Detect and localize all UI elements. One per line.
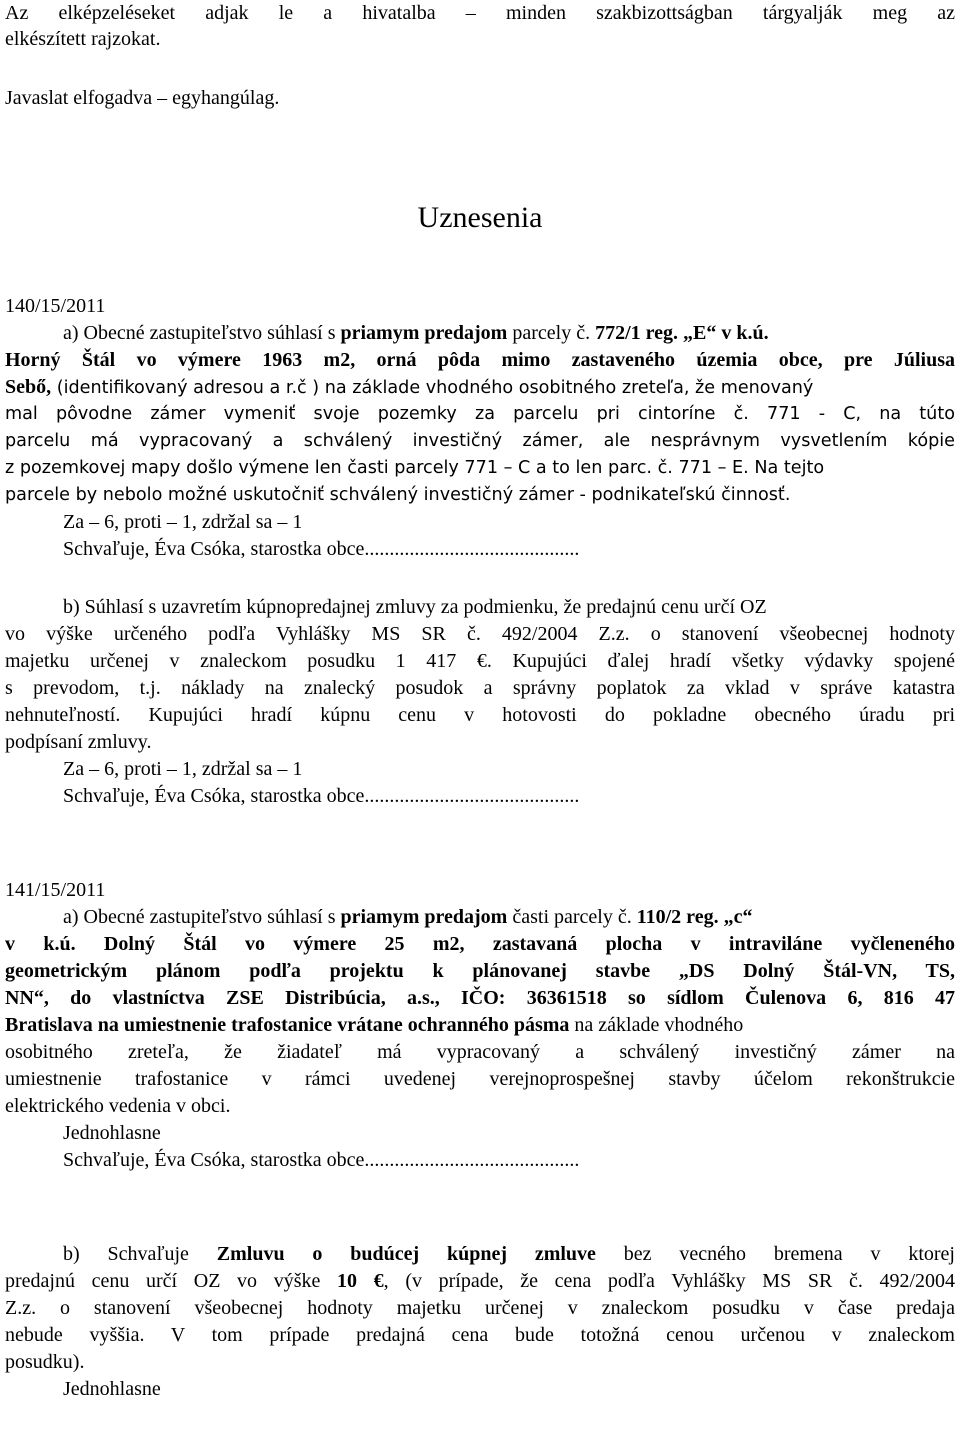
resolution-140-a-line-5: parcelu má vypracovaný a schválený investičný zámer, ale nesprávnym vysvetlením kópie xyxy=(5,431,955,451)
bold-run: priamym predajom xyxy=(340,906,508,928)
bold-run: 772/1 reg. „E“ v k.ú. xyxy=(595,322,769,344)
resolution-141-a-line-4: NN“, do vlastníctva ZSE Distribúcia, a.s., IČO: 36361518 so sídlom Čulenova 6, 816 47 xyxy=(5,987,955,1009)
text-run: b) Schvaľuje xyxy=(63,1243,217,1265)
text-run: a) Obecné zastupiteľstvo súhlasí s xyxy=(63,906,341,928)
bold-run: priamym predajom xyxy=(340,322,508,344)
text-run: , (v prípade, že cena podľa Vyhlášky MS SR č. 492/2004 xyxy=(383,1270,956,1292)
resolution-141-number: 141/15/2011 xyxy=(5,879,106,901)
bold-run: Sebő, xyxy=(5,376,52,398)
resolution-140-b-line-2: vo výške určeného podľa Vyhlášky MS SR č. 492/2004 Z.z. o stanovení všeobecnej hodnoty xyxy=(5,623,955,645)
resolution-140-b-line-5: nehnuteľností. Kupujúci hradí kúpnu cenu v hotovosti do pokladne obecného úradu pri xyxy=(5,704,955,726)
intro-line-3: Javaslat elfogadva – egyhangúlag. xyxy=(5,87,280,109)
resolution-141-b-line-2 xyxy=(5,1268,955,1294)
text-run: parcely č. xyxy=(507,322,596,344)
intro-line-2: elkészített rajzokat. xyxy=(5,28,161,50)
resolution-141-a-line-3: geometrickým plánom podľa projektu k plánovanej stavbe „DS Dolný Štál-VN, TS, xyxy=(5,960,955,982)
resolution-140-a-line-3 xyxy=(5,374,813,401)
resolution-140-a-vote: Za – 6, proti – 1, zdržal sa – 1 xyxy=(63,511,303,533)
resolution-140-a-line-1 xyxy=(63,320,769,346)
resolution-140-b-line-3: majetku určenej v znaleckom posudku 1 417 €. Kupujúci ďalej hradí všetky výdavky spojené xyxy=(5,650,955,672)
resolution-140-b-vote: Za – 6, proti – 1, zdržal sa – 1 xyxy=(63,758,303,780)
resolution-140-b-line-4: s prevodom, t.j. náklady na znalecký posudok a správny poplatok za vklad v správe katastra xyxy=(5,677,955,699)
resolution-141-b-vote: Jednohlasne xyxy=(63,1378,161,1400)
resolution-140-b-line-1: b) Súhlasí s uzavretím kúpnopredajnej zmluvy za podmienku, že predajnú cenu určí OZ xyxy=(63,596,767,618)
resolution-141-b-line-1 xyxy=(63,1241,955,1267)
bold-run: 110/2 reg. „c“ xyxy=(636,906,753,928)
resolution-141-a-line-2: v k.ú. Dolný Štál vo výmere 25 m2, zastavaná plocha v intraviláne vyčleneného xyxy=(5,933,955,955)
resolution-141-b-line-5: posudku). xyxy=(5,1351,85,1373)
intro-line-1: Az elképzeléseket adjak le a hivatalba – minden szakbizottságban tárgyalják meg az xyxy=(5,2,955,24)
resolution-141-a-approval: Schvaľuje, Éva Csóka, starostka obce........................................... xyxy=(63,1149,580,1171)
resolution-141-b-line-4: nebude vyššia. V tom prípade predajná cena bude totožná cenou určenou v znaleckom xyxy=(5,1324,955,1346)
text-run: a) Obecné zastupiteľstvo súhlasí s xyxy=(63,322,341,344)
resolution-141-b-line-3: Z.z. o stanovení všeobecnej hodnoty majetku určenej v znaleckom posudku v čase predaja xyxy=(5,1297,955,1319)
page-title: Uznesenia xyxy=(417,201,543,234)
resolution-141-a-line-7: umiestnenie trafostanice v rámci uvedenej verejnoprospešnej stavby účelom rekonštrukcie xyxy=(5,1068,955,1090)
resolution-141-a-line-5 xyxy=(5,1012,743,1038)
resolution-141-a-line-1 xyxy=(63,904,752,930)
text-run: bez vecného bremena v ktorej xyxy=(595,1243,955,1265)
text-run: na základe vhodného xyxy=(569,1014,744,1036)
resolution-140-a-line-7: parcele by nebolo možné uskutočniť schválený investičný zámer - podnikateľskú činnosť. xyxy=(5,485,791,505)
text-run: predajnú cenu určí OZ vo výške xyxy=(5,1270,338,1292)
bold-run: Zmluvu o budúcej kúpnej zmluve xyxy=(216,1243,596,1265)
resolution-141-a-line-8: elektrického vedenia v obci. xyxy=(5,1095,231,1117)
resolution-140-b-approval: Schvaľuje, Éva Csóka, starostka obce........................................... xyxy=(63,785,580,807)
bold-run: Bratislava na umiestnenie trafostanice vrátane ochranného pásma xyxy=(5,1014,570,1036)
bold-run: 10 € xyxy=(337,1270,384,1292)
resolution-140-a-line-2: Horný Štál vo výmere 1963 m2, orná pôda mimo zastaveného územia obce, pre Júliusa xyxy=(5,349,955,371)
resolution-140-a-approval: Schvaľuje, Éva Csóka, starostka obce........................................... xyxy=(63,538,580,560)
text-run: (identifikovaný adresou a r.č ) na základe vhodného osobitného zreteľa, že menovaný xyxy=(51,378,814,398)
resolution-140-number: 140/15/2011 xyxy=(5,295,106,317)
resolution-140-b-line-6: podpísaní zmluvy. xyxy=(5,731,152,753)
resolution-141-a-vote: Jednohlasne xyxy=(63,1122,161,1144)
resolution-140-a-line-6: z pozemkovej mapy došlo výmene len časti parcely 771 – C a to len parc. č. 771 – E. Na tejto xyxy=(5,458,825,478)
text-run: časti parcely č. xyxy=(507,906,637,928)
resolution-140-a-line-4: mal pôvodne zámer vymeniť svoje pozemky za parcelu pri cintoríne č. 771 - C, na túto xyxy=(5,404,955,424)
resolution-141-a-line-6: osobitného zreteľa, že žiadateľ má vypracovaný a schválený investičný zámer na xyxy=(5,1041,955,1063)
